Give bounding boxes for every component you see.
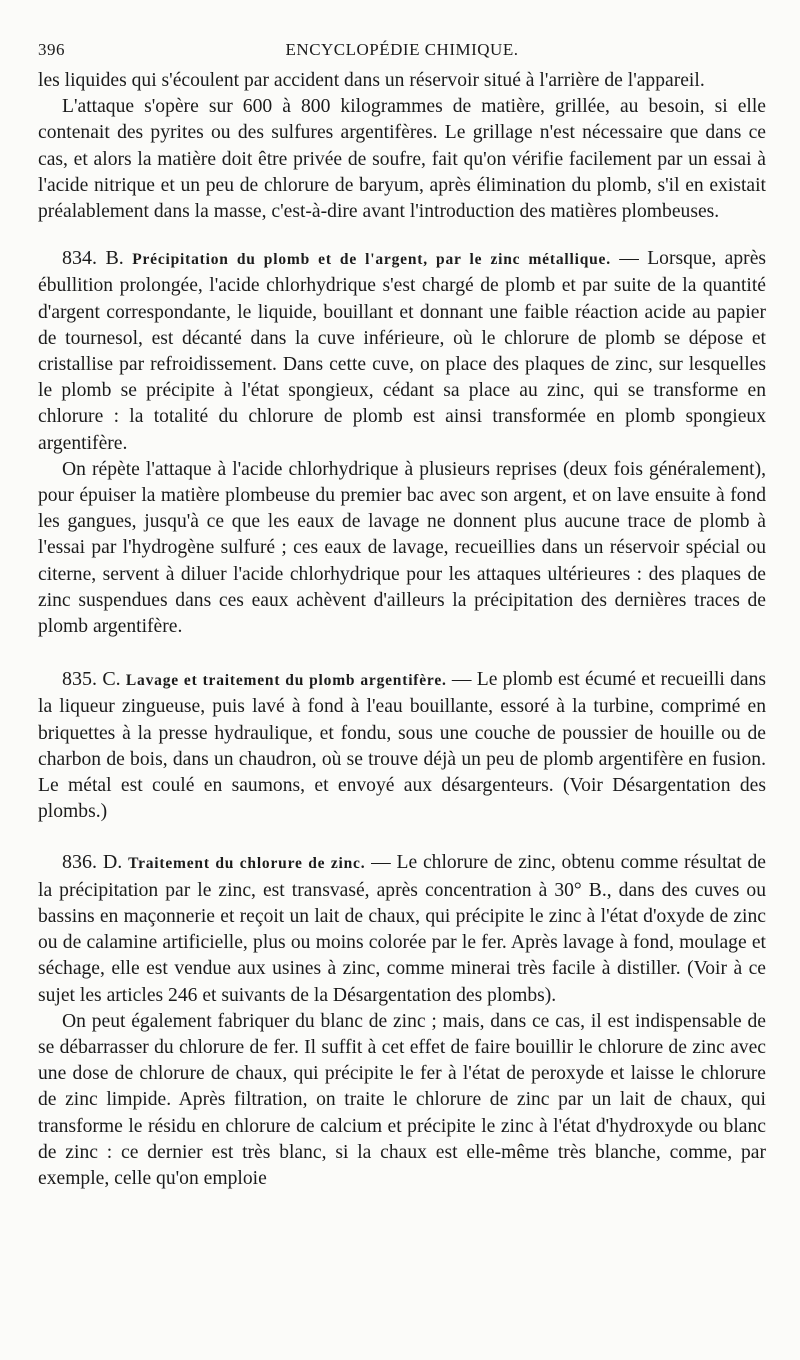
section-number: 836. D. [62,851,123,874]
section-number: 835. C. [62,668,121,691]
section-heading: Traitement du chlorure de zinc. [128,855,366,873]
section-834 [38,245,766,457]
section-834-paragraph-2: On répète l'attaque à l'acide chlorhydrique à plusieurs reprises (deux fois généralement), pour épuiser la matière plombeuse du premier bac avec son argent, et on lave ensuite à fond les gangues, jusqu'à ce que les eaux de lavage ne donnent plus aucune trace de plomb à l'essai par l'hydrogène sulfuré ; ces eaux de lavage, recueillies dans un réservoir spécial ou citerne, servent à diluer l'acide chlorhydrique pour les attaques ultérieures : des plaques de zinc suspendues dans ces eaux achèvent d'ailleurs la précipitation des dernières traces de plomb argentifère. [38,458,766,638]
paragraph-continuation: les liquides qui s'écoulent par accident dans un réservoir situé à l'arrière de l'appareil. [38,70,705,91]
section-number: 834. B. [62,247,124,270]
section-835 [38,666,766,825]
page-number: 396 [38,40,65,59]
running-head [38,40,766,68]
body-text [38,68,766,1192]
paragraph-attaque: L'attaque s'opère sur 600 à 800 kilogrammes de matière, grillée, au besoin, si elle contenait des pyrites ou des sulfures argentifères. Le grillage n'est nécessaire que dans ce cas, et alors la matière doit être privée de soufre, fait qu'on vérifie facilement par un essai à l'acide nitrique et un peu de chlorure de baryum, après élimination du plomb, s'il en existait préalablement dans la masse, c'est-à-dire avant l'introduction des matières plombeuses. [38,96,766,223]
section-text: — Le plomb est écumé et recueilli dans la liqueur zingueuse, puis lavé à fond à l'eau bouillante, essoré à la turbine, comprimé en briquettes à la presse hydraulique, et fondu, sous une couche de poussier de houille ou de charbon de bois, dans un chaudron, où se trouve déjà un peu de plomb argentifère en fusion. Le métal est coulé en saumons, et envoyé aux désargenteurs. (Voir Désargentation des plombs.) [38,669,766,823]
running-title: ENCYCLOPÉDIE CHIMIQUE. [285,40,519,59]
section-text: — Le chlorure de zinc, obtenu comme résultat de la précipitation par le zinc, est transvasé, après concentration à 30° B., dans des cuves ou bassins en maçonnerie et reçoit un lait de chaux, qui précipite le zinc à l'état d'oxyde de zinc ou de calamine artificielle, plus ou moins colorée par le fer. Après lavage à fond, moulage et séchage, elle est vendue aux usines à zinc, comme minerai très facile à distiller. (Voir à ce sujet les articles 246 et suivants de la Désargentation des plombs). [38,852,766,1006]
section-heading: Lavage et traitement du plomb argentifère. [125,672,447,690]
section-text: — Lorsque, après ébullition prolongée, l'acide chlorhydrique s'est chargé de plomb et par suite de la quantité d'argent correspondante, le liquide, bouillant et donnant une faible réaction acide au papier de tournesol, est décanté dans la cuve inférieure, où le chlorure de plomb se dépose et cristallise par refroidissement. Dans cette cuve, on place des plaques de zinc, sur lesquelles le plomb se précipite à l'état spongieux, cédant sa place au zinc, qui se transforme en chlorure : la totalité du chlorure de plomb est ainsi transformée en plomb spongieux argentifère. [38,248,767,454]
section-836 [38,849,766,1008]
section-heading: Précipitation du plomb et de l'argent, par le zinc métallique. [132,251,611,269]
section-836-paragraph-2: On peut également fabriquer du blanc de zinc ; mais, dans ce cas, il est indispensable de se débarrasser du chlorure de fer. Il suffit à cet effet de faire bouillir le chlorure de zinc avec une dose de chlorure de chaux, qui précipite le fer à l'état de peroxyde et laisse le chlorure de zinc limpide. Après filtration, on traite le chlorure de zinc par un lait de chaux, qui transforme le résidu en chlorure de calcium et précipite le zinc à l'état d'hydroxyde ou blanc de zinc : ce dernier est très blanc, si la chaux est elle-même très blanche, comme, par exemple, celle qu'on emploie [38,1010,766,1189]
